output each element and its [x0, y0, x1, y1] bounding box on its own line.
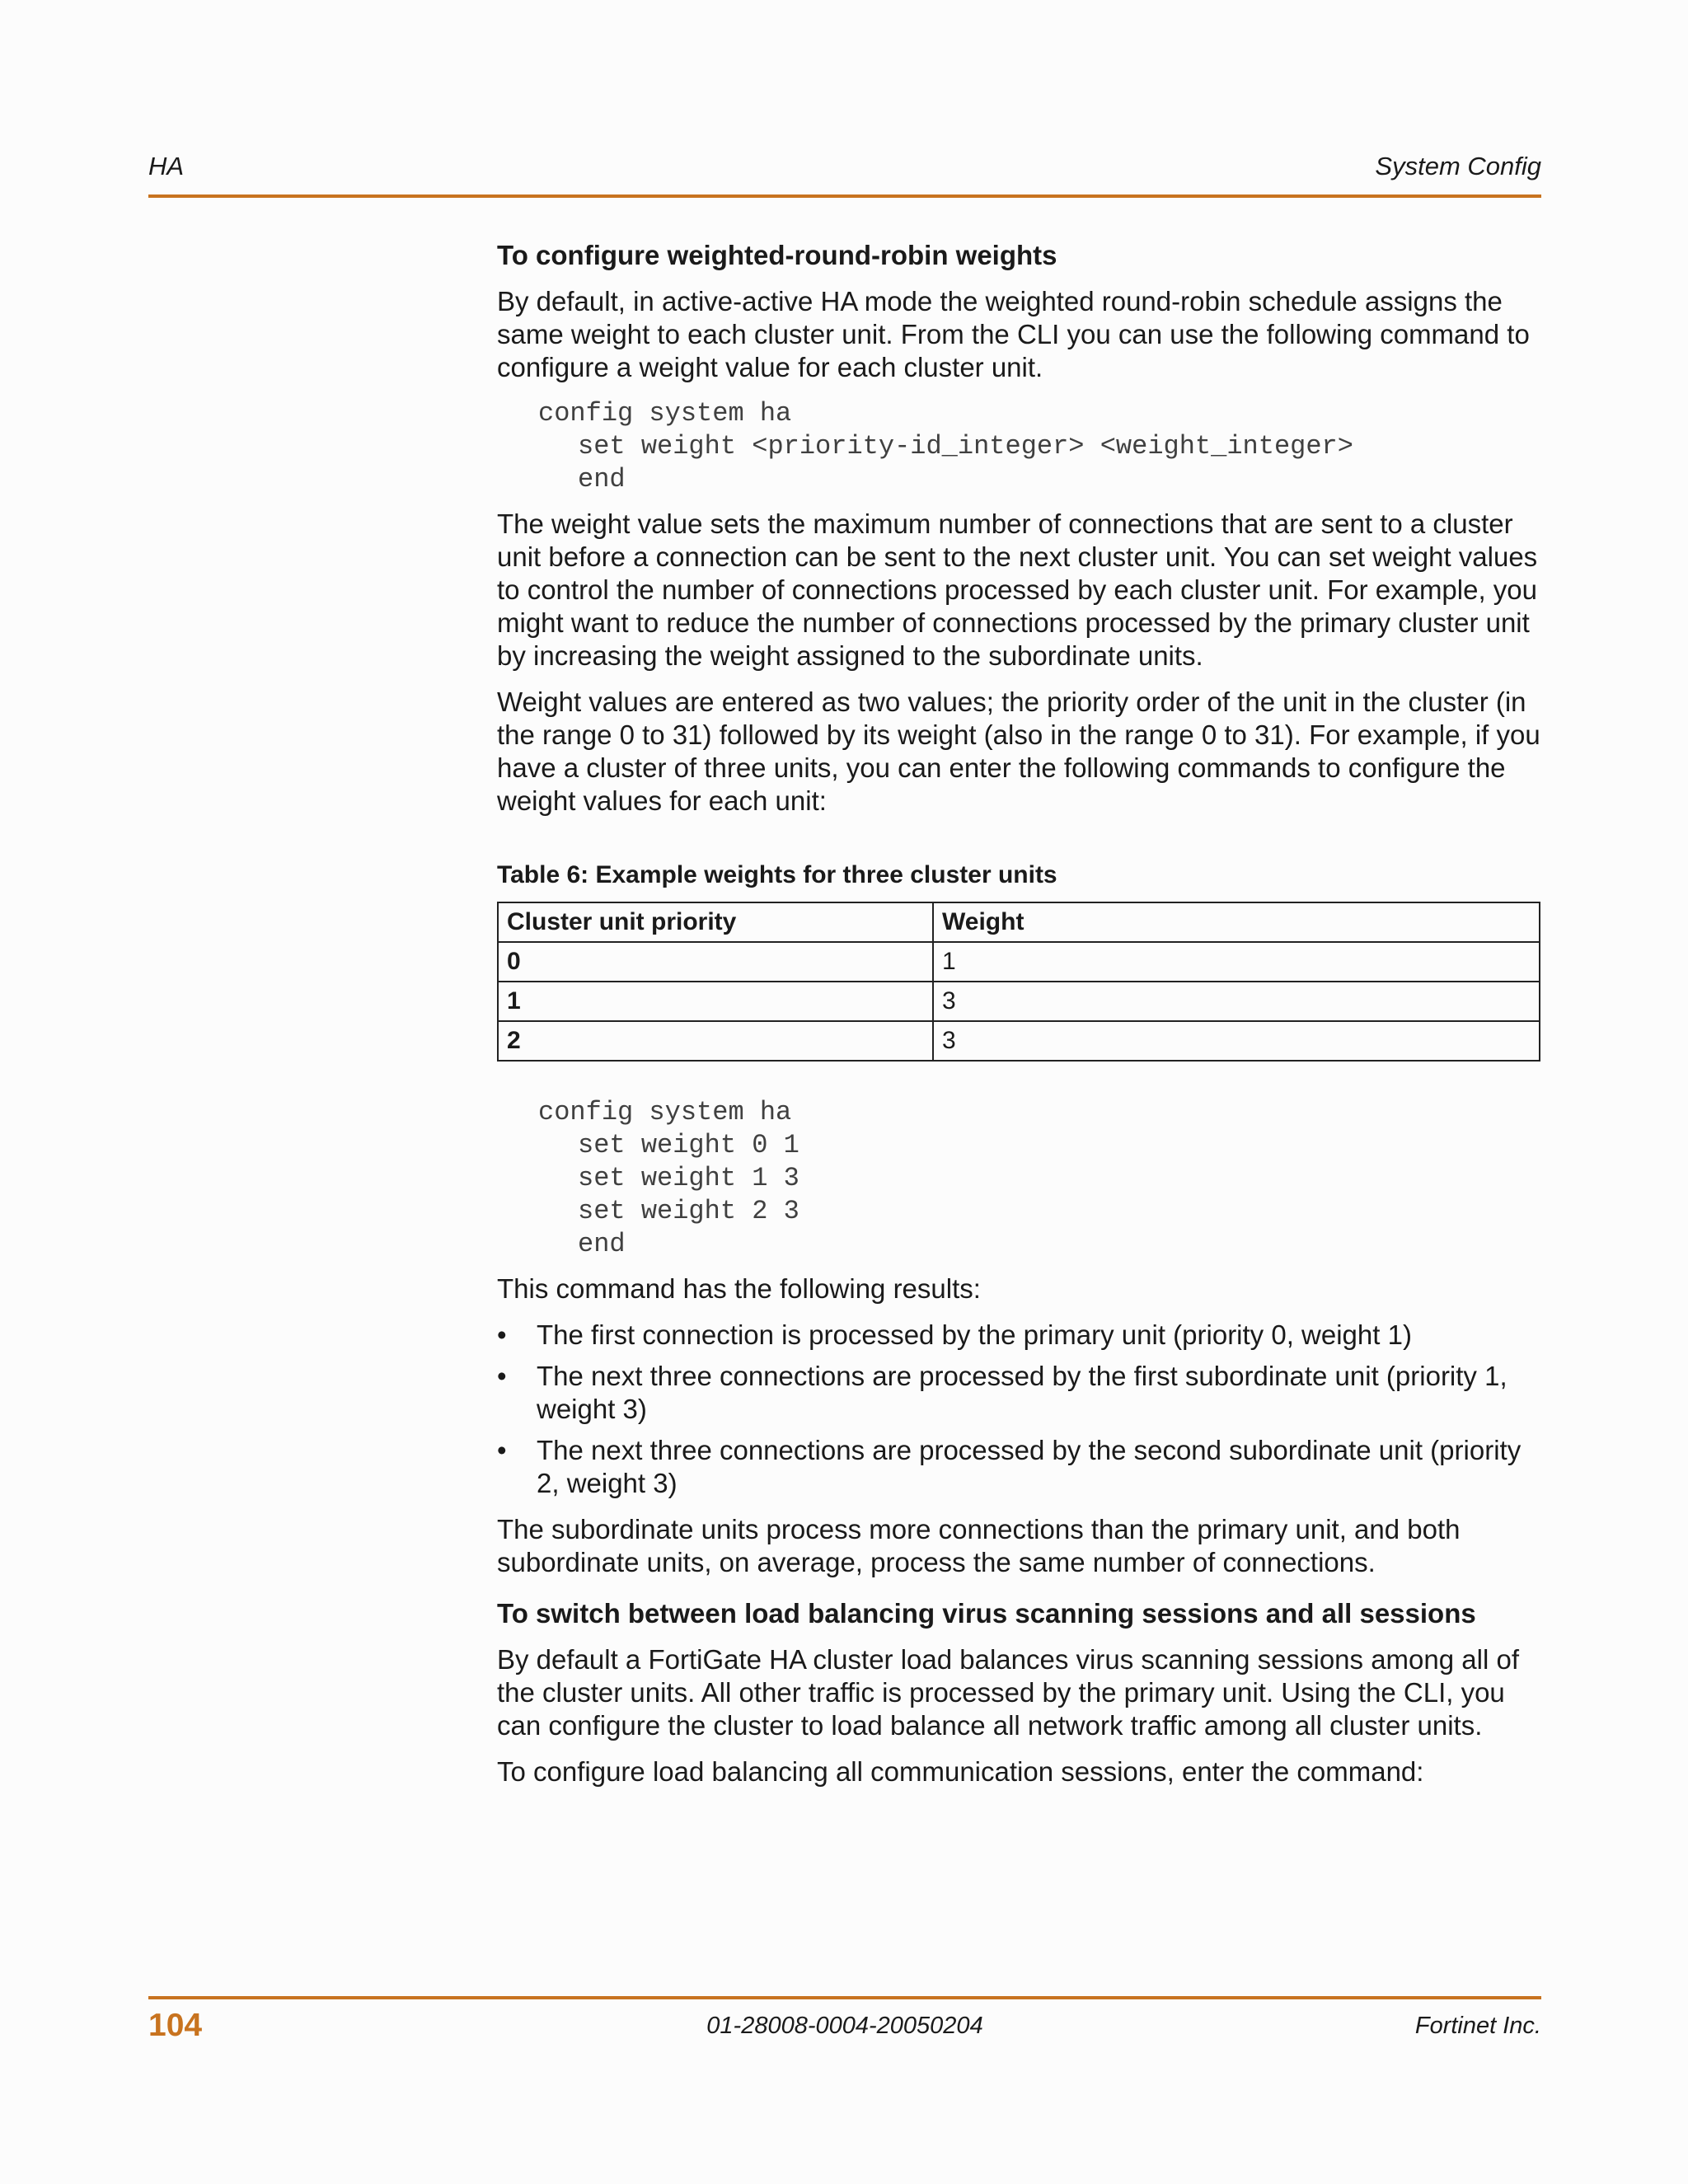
- results-list: [497, 1319, 1542, 1500]
- list-item: [497, 1434, 1542, 1500]
- code-line: set weight 2 3: [578, 1196, 799, 1226]
- table-cell-weight: 3: [933, 982, 1540, 1021]
- table-cell-weight: 1: [933, 942, 1540, 982]
- section-heading-weights: To configure weighted-round-robin weights: [497, 240, 1057, 270]
- table-header-cell: Weight: [933, 902, 1540, 942]
- header-section-label: HA: [148, 152, 185, 180]
- table-caption: Table 6: Example weights for three cluster units: [497, 861, 1057, 888]
- paragraph: By default, in active-active HA mode the weighted round-robin schedule assigns the same weight to each cluster unit. From the CLI you can use the following command to configure a weight value for each cluster unit.: [497, 286, 1530, 382]
- list-item-text: The next three connections are processed by the first subordinate unit (priority 1, weight 3): [537, 1361, 1507, 1424]
- page-number: 104: [148, 2008, 203, 2043]
- code-block-weight-example: [538, 1096, 1542, 1261]
- table-row: [498, 1021, 1540, 1061]
- table-cell-weight: 3: [933, 1021, 1540, 1061]
- code-line: config system ha: [538, 1097, 792, 1127]
- list-item: [497, 1319, 1542, 1352]
- bullet-icon: •: [497, 1361, 507, 1391]
- code-line: end: [578, 1229, 626, 1259]
- code-line: set weight 1 3: [578, 1163, 799, 1193]
- paragraph: The subordinate units process more connections than the primary unit, and both subordinate units, on average, process the same number of connections.: [497, 1514, 1461, 1577]
- weights-table: [497, 902, 1540, 1062]
- list-item-text: The next three connections are processed by the second subordinate unit (priority 2, weight 3): [537, 1435, 1522, 1498]
- paragraph: The weight value sets the maximum number of connections that are sent to a cluster unit before a connection can be sent to the next cluster unit. You can set weight values to control the number of connections processed by each cluster unit. For example, you might want to reduce the number of connections processed by the primary cluster unit by increasing the weight assigned to the subordinate units.: [497, 509, 1538, 671]
- code-block-weight-syntax: [538, 397, 1542, 496]
- code-line: set weight <priority-id_integer> <weight_integer>: [578, 431, 1353, 462]
- page-header: [148, 148, 1541, 198]
- document-id: 01-28008-0004-20050204: [706, 2013, 983, 2039]
- table-cell-priority: 2: [498, 1021, 933, 1061]
- company-name: Fortinet Inc.: [1414, 2013, 1541, 2039]
- header-chapter-label: System Config: [1375, 152, 1541, 180]
- paragraph: To configure load balancing all communication sessions, enter the command:: [497, 1756, 1424, 1787]
- table-row: [498, 982, 1540, 1021]
- table-header-row: [498, 902, 1540, 942]
- bullet-icon: •: [497, 1435, 507, 1465]
- table-header-cell: Cluster unit priority: [498, 902, 933, 942]
- bullet-icon: •: [497, 1319, 507, 1350]
- list-item-text: The first connection is processed by the primary unit (priority 0, weight 1): [537, 1319, 1412, 1350]
- code-line: config system ha: [538, 398, 792, 429]
- paragraph: This command has the following results:: [497, 1273, 981, 1304]
- main-content: [497, 239, 1542, 1802]
- table-cell-priority: 1: [498, 982, 933, 1021]
- page-footer: [148, 1996, 1541, 2049]
- table-cell-priority: 0: [498, 942, 933, 982]
- table-row: [498, 942, 1540, 982]
- code-line: end: [578, 464, 626, 494]
- paragraph: Weight values are entered as two values; the priority order of the unit in the cluster (in the range 0 to 31) followed by its weight (also in the range 0 to 31). For example, if you have a cluster of three units, you can enter the following commands to configure the weight values for each unit:: [497, 687, 1540, 816]
- code-line: set weight 0 1: [578, 1130, 799, 1160]
- section-heading-load-balancing: To switch between load balancing virus scanning sessions and all sessions: [497, 1598, 1476, 1629]
- list-item: [497, 1360, 1542, 1426]
- paragraph: By default a FortiGate HA cluster load balances virus scanning sessions among all of the cluster units. All other traffic is processed by the primary unit. Using the CLI, you can configure the cluster to load balance all network traffic among all cluster units.: [497, 1644, 1519, 1741]
